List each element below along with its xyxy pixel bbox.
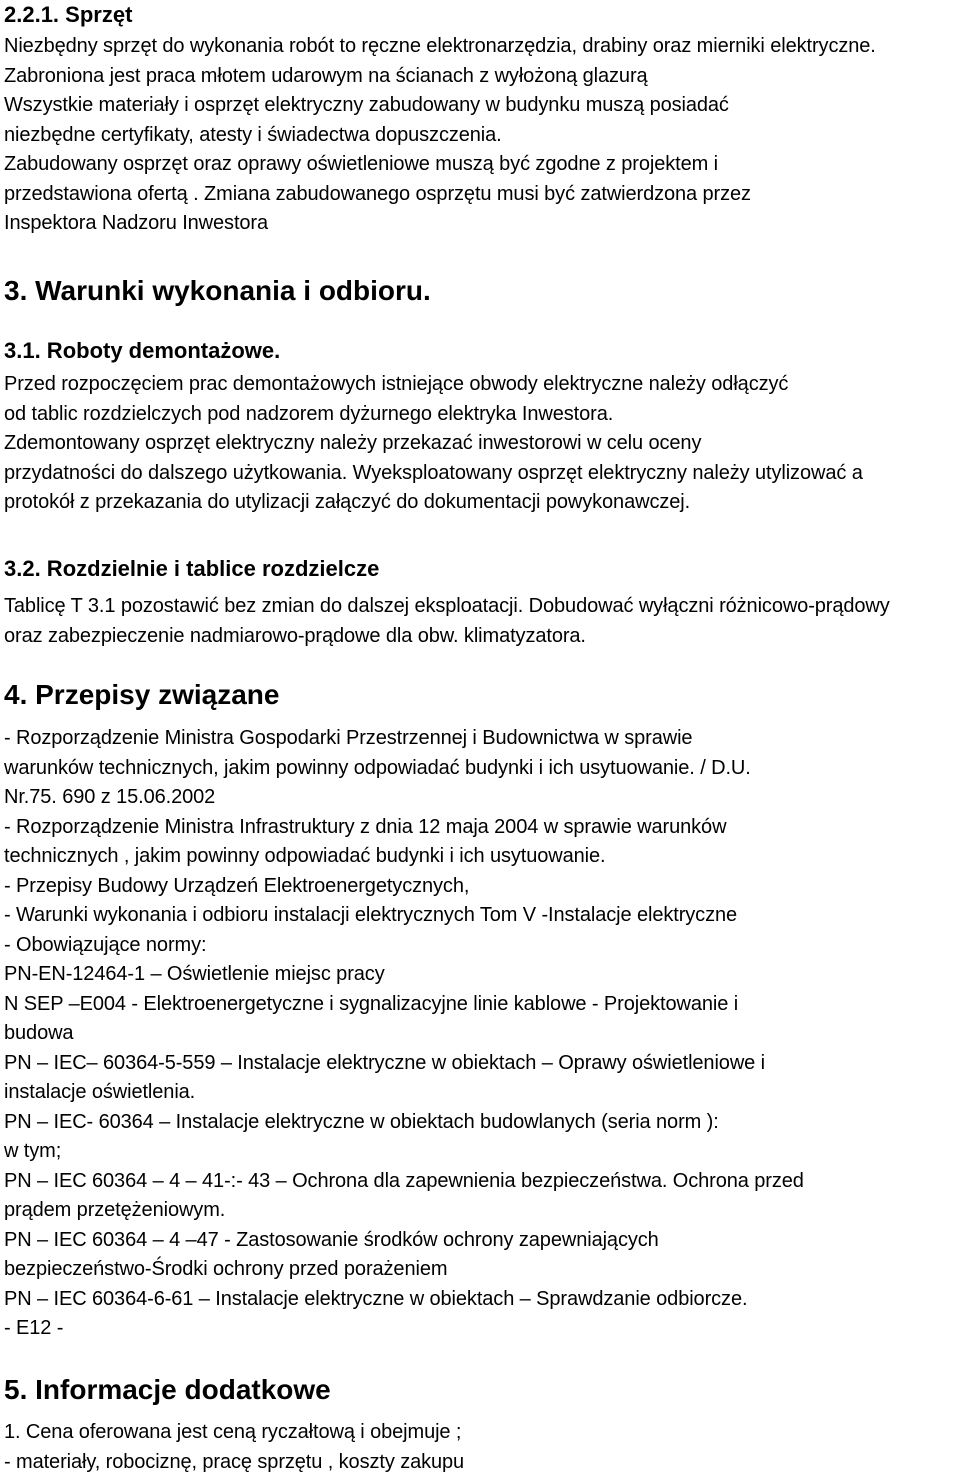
paragraph-line: oraz zabezpieczenie nadmiarowo-prądowe dla obw. klimatyzatora.: [4, 624, 586, 647]
section-heading-rozdzielnie: 3.2. Rozdzielnie i tablice rozdzielcze: [4, 556, 380, 581]
regulation-line: prądem przetężeniowym.: [4, 1199, 226, 1221]
paragraph-line: przydatności do dalszego użytkowania. Wyeksploatowany osprzęt elektryczny należy utylizować a: [4, 461, 863, 484]
section-heading-warunki: 3. Warunki wykonania i odbioru.: [4, 275, 431, 306]
regulation-line: PN – IEC 60364 – 4 – 41-:- 43 – Ochrona dla zapewnienia bezpieczeństwa. Ochrona przed: [4, 1169, 804, 1192]
paragraph-line: Zabroniona jest praca młotem udarowym na ścianach z wyłożoną glazurą: [4, 64, 648, 87]
section-3-1: [4, 336, 863, 518]
paragraph-line: Inspektora Nadzoru Inwestora: [4, 212, 269, 234]
paragraph-line: Przed rozpoczęciem prac demontażowych istniejące obwody elektryczne należy odłączyć: [4, 373, 789, 395]
section-heading-roboty-demontazowe: 3.1. Roboty demontażowe.: [4, 338, 281, 363]
section-heading-sprzet: 2.2.1. Sprzęt: [4, 2, 133, 27]
regulation-line: w tym;: [4, 1140, 62, 1162]
paragraph-line: Niezbędny sprzęt do wykonania robót to ręczne elektronarzędzia, drabiny oraz mierniki elektryczne.: [4, 35, 876, 57]
paragraph-line: Wszystkie materiały i osprzęt elektryczny zabudowany w budynku muszą posiadać: [4, 94, 729, 116]
info-line: - materiały, robociznę, pracę sprzętu , koszty zakupu: [4, 1450, 465, 1473]
section-2-2-1: [4, 0, 876, 239]
regulation-line: - Przepisy Budowy Urządzeń Elektroenergetycznych,: [4, 874, 470, 897]
regulation-line: - Rozporządzenie Ministra Infrastruktury z dnia 12 maja 2004 w sprawie warunków: [4, 815, 727, 838]
paragraph-line: Zdemontowany osprzęt elektryczny należy przekazać inwestorowi w celu oceny: [4, 432, 702, 454]
paragraph-line: Zabudowany osprzęt oraz oprawy oświetleniowe muszą być zgodne z projektem i: [4, 153, 718, 175]
page-number: - E12 -: [4, 1317, 64, 1339]
regulation-line: warunków technicznych, jakim powinny odpowiadać budynki i ich usytuowanie. / D.U.: [4, 756, 751, 779]
paragraph-line: od tablic rozdzielczych pod nadzorem dyżurnego elektryka Inwestora.: [4, 402, 614, 425]
regulation-line: PN – IEC– 60364-5-559 – Instalacje elektryczne w obiektach – Oprawy oświetleniowe i: [4, 1051, 765, 1074]
info-line: 1. Cena oferowana jest ceną ryczałtową i obejmuje ;: [4, 1421, 462, 1443]
regulation-line: N SEP –E004 - Elektroenergetyczne i sygnalizacyjne linie kablowe - Projektowanie i: [4, 992, 739, 1015]
section-5-list: [4, 1418, 464, 1477]
regulation-line: technicznych , jakim powinny odpowiadać budynki i ich usytuowanie.: [4, 845, 606, 867]
regulation-line: instalacje oświetlenia.: [4, 1081, 196, 1103]
regulation-line: PN-EN-12464-1 – Oświetlenie miejsc pracy: [4, 963, 385, 985]
regulation-line: - Warunki wykonania i odbioru instalacji elektrycznych Tom V -Instalacje elektryczne: [4, 904, 738, 926]
section-heading-informacje: 5. Informacje dodatkowe: [4, 1374, 331, 1405]
paragraph-line: przedstawiona ofertą . Zmiana zabudowanego osprzętu musi być zatwierdzona przez: [4, 182, 751, 205]
section-heading-przepisy: 4. Przepisy związane: [4, 679, 280, 710]
regulation-line: - Rozporządzenie Ministra Gospodarki Przestrzennej i Budownictwa w sprawie: [4, 727, 693, 749]
regulation-line: PN – IEC 60364-6-61 – Instalacje elektryczne w obiektach – Sprawdzanie odbiorcze.: [4, 1287, 748, 1310]
paragraph-line: protokół z przekazania do utylizacji załączyć do dokumentacji powykonawczej.: [4, 491, 691, 513]
regulation-line: PN – IEC 60364 – 4 –47 - Zastosowanie środków ochrony zapewniających: [4, 1228, 659, 1251]
paragraph-line: niezbędne certyfikaty, atesty i świadectwa dopuszczenia.: [4, 123, 502, 146]
regulation-line: Nr.75. 690 z 15.06.2002: [4, 786, 216, 808]
section-4-list: [4, 724, 804, 1344]
regulation-line: budowa: [4, 1022, 74, 1044]
regulation-line: PN – IEC- 60364 – Instalacje elektryczne w obiektach budowlanych (seria norm ):: [4, 1110, 719, 1133]
section-3-2: [4, 554, 890, 651]
regulation-line: - Obowiązujące normy:: [4, 933, 207, 956]
paragraph-line: Tablicę T 3.1 pozostawić bez zmian do dalszej eksploatacji. Dobudować wyłączni różnicowo-prądowy: [4, 595, 890, 617]
regulation-line: bezpieczeństwo-Środki ochrony przed porażeniem: [4, 1258, 448, 1280]
